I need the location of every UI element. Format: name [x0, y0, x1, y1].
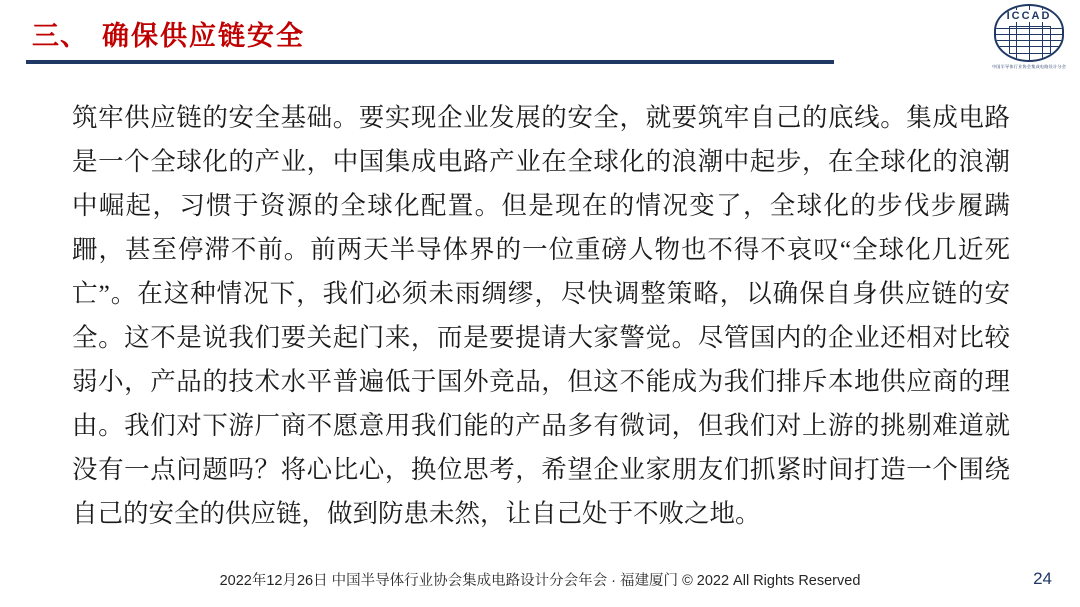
logo-caption: 中国半导体行业协会集成电路设计分会 — [991, 64, 1067, 69]
footer-copyright: 2022年12月26日 中国半导体行业协会集成电路设计分会年会 · 福建厦门 © 2022 All Rights Reserved — [219, 573, 861, 589]
slide-footer — [0, 569, 1080, 597]
logo-badge-icon — [994, 4, 1064, 62]
page-number: 24 — [1033, 569, 1052, 588]
title-underline — [26, 60, 834, 64]
iccad-logo — [986, 4, 1072, 76]
page-title — [26, 14, 1054, 53]
section-title: 确保供应链安全 — [102, 21, 305, 51]
section-number: 三、 — [32, 21, 88, 51]
body-paragraph: 筑牢供应链的安全基础。要实现企业发展的安全，就要筑牢自己的底线。集成电路是一个全球化的产业，中国集成电路产业在全球化的浪潮中起步，在全球化的浪潮中崛起，习惯于资源的全球化配置。但是现在的情况变了，全球化的步伐步履蹒跚，甚至停滞不前。前两天半导体界的一位重磅人物也不得不哀叹“全球化几近死亡”。在这种情况下，我们必须未雨绸缪，尽快调整策略，以确保自身供应链的安全。这不是说我们要关起门来，而是要提请大家警觉。尽管国内的企业还相对比较弱小，产品的技术水平普遍低于国外竞品，但这不能成为我们排斥本地供应商的理由。我们对下游厂商不愿意用我们能的产品多有微词，但我们对上游的挑剔难道就没有一点问题吗？将心比心，换位思考，希望企业家朋友们抓紧时间打造一个围绕自己的安全的供应链，做到防患未然，让自己处于不败之地。 — [72, 103, 1010, 528]
logo-letters: ICCAD — [996, 10, 1062, 22]
slide-header — [26, 14, 1054, 74]
